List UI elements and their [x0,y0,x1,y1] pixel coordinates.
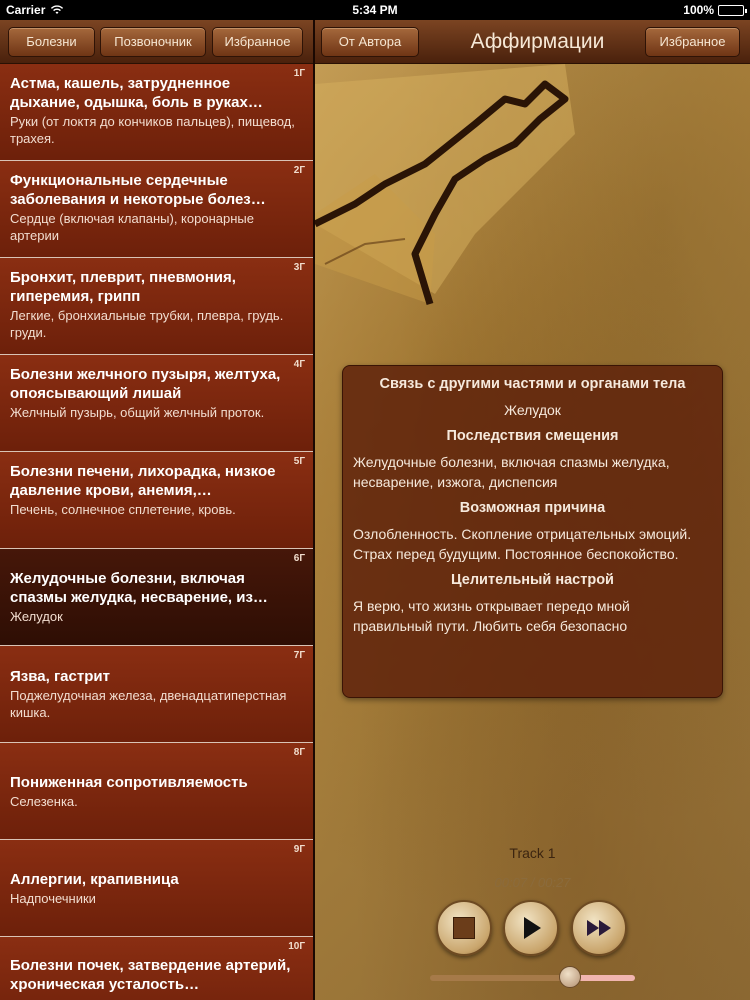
status-bar [0,0,750,20]
detail-toolbar [315,20,750,64]
section-heading-affirmation: Целительный настрой [451,572,614,588]
status-right [683,3,744,17]
play-icon [518,914,544,942]
battery-label: 100% [683,3,714,17]
item-number: 3Г [293,262,305,273]
item-number: 6Г [293,553,305,564]
fast-forward-button[interactable] [571,900,627,956]
item-number: 4Г [293,359,305,370]
item-number: 1Г [293,68,305,79]
master-pane [0,20,313,1000]
fast-forward-icon [585,918,613,938]
item-number: 2Г [293,165,305,176]
play-button[interactable] [503,900,559,956]
item-title: Язва, гастрит [10,668,110,685]
list-item[interactable] [0,646,313,743]
progress-slider-thumb[interactable] [559,966,581,988]
section-heading-effects: Последствия смещения [446,428,619,444]
item-title: Желудочные болезни, включая спазмы желудка, несварение, из… [10,570,268,606]
item-title: Пониженная сопротивляемость [10,774,248,791]
favorites-detail-button[interactable]: Избранное [645,27,740,57]
favorites-button[interactable]: Избранное [212,27,303,57]
spine-button[interactable]: Позвоночник [100,27,206,57]
list-item[interactable] [0,743,313,840]
item-subtitle: Желчный пузырь, общий желчный проток. [10,405,265,420]
cause-text: Озлобленность. Скопление отрицательных эмоций. Страх перед будущим. Постоянное беспокойство. [353,526,692,562]
battery-icon [718,5,744,16]
diseases-button[interactable]: Болезни [8,27,95,57]
torn-paper-illustration [315,64,750,364]
info-panel [342,365,723,698]
list-item[interactable] [0,64,313,161]
item-subtitle: Руки (от локтя до кончиков пальцев), пищевод, трахея. [10,114,295,146]
item-subtitle: Надпочечники [10,891,96,906]
list-item[interactable] [0,840,313,937]
item-subtitle: Печень, солнечное сплетение, кровь. [10,502,236,517]
item-number: 5Г [293,456,305,467]
item-title: Болезни почек, затвердение артерий, хроническая усталость… [10,957,291,993]
detail-pane [315,20,750,1000]
list-item[interactable] [0,258,313,355]
item-number: 7Г [293,650,305,661]
effects-text: Желудочные болезни, включая спазмы желудка, несварение, изжога, диспепсия [353,454,670,490]
list-item[interactable] [0,355,313,452]
list-item-selected[interactable] [0,549,313,646]
progress-slider-track[interactable] [430,975,635,981]
list-item[interactable] [0,161,313,258]
page-title: Аффирмации [470,30,605,53]
section-heading-cause: Возможная причина [459,500,606,516]
stop-button[interactable] [436,900,492,956]
item-subtitle: Селезенка. [10,794,78,809]
item-number: 10Г [288,941,305,952]
organ-text: Желудок [504,402,561,418]
item-title: Аллергии, крапивница [10,871,179,888]
item-number: 8Г [293,747,305,758]
item-number: 9Г [293,844,305,855]
track-title: Track 1 [509,845,556,861]
item-subtitle: Сердце (включая клапаны), коронарные артерии [10,211,254,243]
carrier-label: Carrier [6,3,46,17]
affirmation-text: Я верю, что жизнь открывает передо мной правильный пути. Любить себя безопасно [353,598,630,634]
item-subtitle: Легкие, бронхиальные трубки, плевра, грудь. груди. [10,308,284,340]
item-title: Болезни печени, лихорадка, низкое давление крови, анемия,… [10,463,276,499]
item-subtitle: Желудок [10,609,63,624]
item-title: Бронхит, плеврит, пневмония, гиперемия, грипп [10,269,236,305]
section-heading-related-organs: Связь с другими частями и органами тела [379,376,686,392]
master-toolbar [0,20,313,64]
item-title: Функциональные сердечные заболевания и некоторые болез… [10,172,266,208]
track-time: 00:07 / 00:27 [494,875,571,890]
item-subtitle: Поджелудочная железа, двенадцатиперстная кишка. [10,688,287,720]
from-author-button[interactable]: От Автора [321,27,419,57]
item-title: Болезни желчного пузыря, желтуха, опоясывающий лишай [10,366,281,402]
clock: 5:34 PM [352,3,398,17]
stop-icon [453,917,475,939]
list-item[interactable] [0,937,313,1000]
item-title: Астма, кашель, затрудненное дыхание, одышка, боль в руках… [10,75,263,111]
disease-list [0,64,313,1000]
list-item[interactable] [0,452,313,549]
